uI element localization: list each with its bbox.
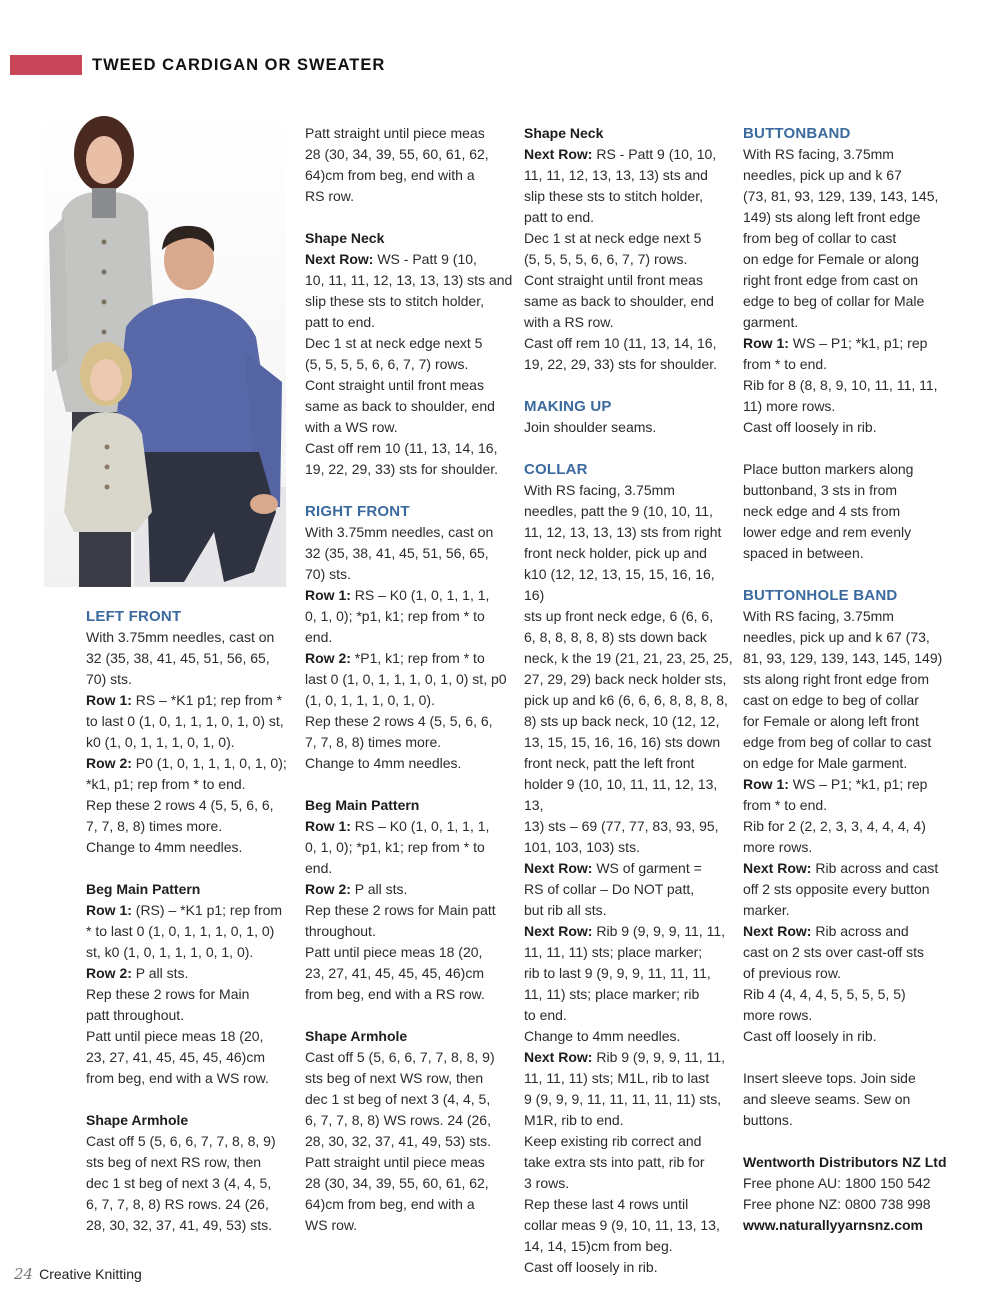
text-line: 11, 11, 11) sts; M1L, rib to last: [524, 1070, 710, 1086]
row-instruction: [86, 753, 296, 774]
text-line: throughout.: [305, 923, 376, 939]
text-line: 19, 22, 29, 33) sts for shoulder.: [305, 461, 499, 477]
text-line: 19, 22, 29, 33) sts for shoulder.: [524, 356, 718, 372]
text-line: Rib for 8 (8, 8, 9, 10, 11, 11, 11,: [743, 377, 938, 393]
text-line: dec 1 st beg of next 3 (4, 4, 5,: [305, 1091, 491, 1107]
text-line: (5, 5, 5, 5, 6, 6, 7, 7) rows.: [524, 251, 688, 267]
row-instruction: [305, 249, 515, 270]
text-line: sts beg of next WS row, then: [305, 1070, 484, 1086]
text-line: collar meas 9 (9, 10, 11, 13, 13,: [524, 1217, 720, 1233]
text-line: 32 (35, 38, 41, 45, 51, 56, 65,: [305, 545, 489, 561]
text-line: end.: [305, 860, 333, 876]
text-line: garment.: [743, 314, 799, 330]
row-instruction: [524, 144, 734, 165]
text-line: for Female or along left front: [743, 713, 919, 729]
text-line: Patt until piece meas 18 (20,: [86, 1028, 264, 1044]
family-photo-illustration: [44, 112, 286, 587]
text-line: from beg, end with a WS row.: [86, 1070, 269, 1086]
text-line: needles, pick up and k 67: [743, 167, 902, 183]
subheading-shape-neck: Shape Neck: [305, 230, 385, 246]
row-label: Row 1:: [305, 587, 351, 603]
row-instruction: [524, 1047, 734, 1068]
row-label: Row 1:: [86, 692, 132, 708]
text-line: needles, patt the 9 (10, 10, 11,: [524, 503, 713, 519]
row-label: Next Row:: [524, 923, 593, 939]
text-line: buttonband, 3 sts in from: [743, 482, 898, 498]
row-text: Rib across and cast: [811, 860, 939, 876]
row-label: Next Row:: [524, 1049, 593, 1065]
website-link[interactable]: www.naturallyyarnsnz.com: [743, 1217, 923, 1233]
text-line: RS row.: [305, 188, 355, 204]
text-line: right front edge from cast on: [743, 272, 919, 288]
text-line: sts along right front edge from: [743, 671, 929, 687]
text-line: needles, pick up and k 67 (73,: [743, 629, 930, 645]
row-instruction: [305, 879, 515, 900]
row-text: P all sts.: [350, 881, 408, 897]
text-line: from * to end.: [743, 356, 828, 372]
text-line: 13) sts – 69 (77, 77, 83, 93, 95,: [524, 818, 719, 834]
text-line: Join shoulder seams.: [524, 419, 657, 435]
text-line: Rib 4 (4, 4, 4, 5, 5, 5, 5, 5): [743, 986, 906, 1002]
section-title-making-up: MAKING UP: [524, 398, 612, 415]
text-line: With RS facing, 3.75mm: [524, 482, 675, 498]
text-line: on edge for Female or along: [743, 251, 919, 267]
text-line: Rep these 2 rows for Main: [86, 986, 250, 1002]
subheading-beg-main-pattern: Beg Main Pattern: [86, 881, 201, 897]
text-line: 81, 93, 129, 139, 143, 145, 149): [743, 650, 943, 666]
text-line: sts up front neck edge, 6 (6, 6,: [524, 608, 714, 624]
text-line: Keep existing rib correct and: [524, 1133, 702, 1149]
text-line: and sleeve seams. Sew on: [743, 1091, 911, 1107]
text-line: 27, 29, 29) back neck holder sts,: [524, 671, 727, 687]
text-line: slip these sts to stitch holder,: [305, 293, 484, 309]
row-label: Row 2:: [86, 965, 132, 981]
row-text: RS – K0 (1, 0, 1, 1, 1,: [350, 818, 490, 834]
row-instruction: [524, 921, 734, 942]
phone-au: Free phone AU: 1800 150 542: [743, 1175, 931, 1191]
family-photo: [44, 112, 286, 587]
text-line: M1R, rib to end.: [524, 1112, 624, 1128]
text-line: off 2 sts opposite every button: [743, 881, 930, 897]
subheading-beg-main-pattern: Beg Main Pattern: [305, 797, 420, 813]
text-line: Change to 4mm needles.: [86, 839, 243, 855]
text-line: st, k0 (1, 0, 1, 1, 1, 0, 1, 0).: [86, 944, 254, 960]
text-line: with a WS row.: [305, 419, 398, 435]
text-line: 6, 7, 7, 8, 8) RS rows. 24 (26,: [86, 1196, 269, 1212]
text-line: marker.: [743, 902, 790, 918]
text-line: neck, k the 19 (21, 21, 23, 25, 25,: [524, 650, 733, 666]
row-label: Next Row:: [305, 251, 374, 267]
text-line: With RS facing, 3.75mm: [743, 146, 894, 162]
row-label: Row 2:: [86, 755, 132, 771]
text-line: RS of collar – Do NOT patt,: [524, 881, 695, 897]
row-text: WS – P1; *k1, p1; rep: [788, 776, 928, 792]
text-line: to end.: [524, 1007, 567, 1023]
text-line: 11, 11, 12, 13, 13, 13) sts and: [524, 167, 708, 183]
text-line: last 0 (1, 0, 1, 1, 1, 0, 1, 0) st, p0: [305, 671, 507, 687]
text-line: spaced in between.: [743, 545, 864, 561]
row-instruction: [305, 816, 515, 837]
text-line: (1, 0, 1, 1, 1, 0, 1, 0).: [305, 692, 435, 708]
text-line: rib to last 9 (9, 9, 9, 11, 11, 11,: [524, 965, 711, 981]
section-title-left-front: LEFT FRONT: [86, 608, 182, 625]
text-line: 23, 27, 41, 45, 45, 45, 46)cm: [305, 965, 485, 981]
text-line: same as back to shoulder, end: [305, 398, 495, 414]
row-text: RS – *K1 p1; rep from *: [131, 692, 283, 708]
row-label: Row 1:: [86, 902, 132, 918]
text-line: 149) sts along left front edge: [743, 209, 921, 225]
phone-nz: Free phone NZ: 0800 738 998: [743, 1196, 931, 1212]
collar-column: [524, 123, 734, 1278]
text-line: patt to end.: [305, 314, 376, 330]
row-text: P0 (1, 0, 1, 1, 1, 0, 1, 0);: [131, 755, 287, 771]
text-line: 7, 7, 8, 8) times more.: [86, 818, 223, 834]
row-instruction: [86, 690, 296, 711]
text-line: 13, 15, 15, 16, 16, 16) sts down: [524, 734, 721, 750]
page-number: 24: [14, 1265, 34, 1283]
row-instruction: [743, 333, 963, 354]
text-line: (73, 81, 93, 129, 139, 143, 145,: [743, 188, 939, 204]
row-instruction: [743, 921, 963, 942]
text-line: Patt until piece meas 18 (20,: [305, 944, 483, 960]
text-line: 10, 11, 11, 12, 13, 13, 13) sts and: [305, 272, 513, 288]
text-line: Cast off loosely in rib.: [524, 1259, 658, 1275]
text-line: * to last 0 (1, 0, 1, 1, 1, 0, 1, 0): [86, 923, 275, 939]
row-label: Row 1:: [305, 818, 351, 834]
text-line: front neck holder, pick up and: [524, 545, 707, 561]
row-text: *P1, k1; rep from * to: [350, 650, 485, 666]
text-line: 28, 30, 32, 37, 41, 49, 53) sts.: [305, 1133, 492, 1149]
text-line: Cast off rem 10 (11, 13, 14, 16,: [524, 335, 717, 351]
row-text: Rib 9 (9, 9, 9, 11, 11,: [592, 923, 726, 939]
text-line: 7, 7, 8, 8) times more.: [305, 734, 442, 750]
text-line: 28 (30, 34, 39, 55, 60, 61, 62,: [305, 146, 489, 162]
text-line: 28 (30, 34, 39, 55, 60, 61, 62,: [305, 1175, 489, 1191]
row-instruction: [305, 648, 515, 669]
header-accent-bar: [10, 55, 82, 75]
text-line: edge to beg of collar for Male: [743, 293, 925, 309]
section-title-right-front: RIGHT FRONT: [305, 503, 410, 520]
text-line: 11, 11, 11) sts; place marker;: [524, 944, 703, 960]
row-label: Next Row:: [743, 923, 812, 939]
text-line: Rep these last 4 rows until: [524, 1196, 689, 1212]
text-line: from beg, end with a RS row.: [305, 986, 485, 1002]
text-line: Dec 1 st at neck edge next 5: [524, 230, 702, 246]
text-line: 6, 7, 7, 8, 8) WS rows. 24 (26,: [305, 1112, 491, 1128]
text-line: neck edge and 4 sts from: [743, 503, 901, 519]
text-line: patt throughout.: [86, 1007, 185, 1023]
text-line: 9 (9, 9, 9, 11, 11, 11, 11, 11) sts,: [524, 1091, 722, 1107]
row-text: P all sts.: [131, 965, 189, 981]
text-line: dec 1 st beg of next 3 (4, 4, 5,: [86, 1175, 272, 1191]
text-line: 101, 103, 103) sts.: [524, 839, 640, 855]
text-line: Rep these 2 rows 4 (5, 5, 6, 6,: [86, 797, 274, 813]
text-line: With 3.75mm needles, cast on: [86, 629, 275, 645]
text-line: Cast off rem 10 (11, 13, 14, 16,: [305, 440, 498, 456]
distributor-name: Wentworth Distributors NZ Ltd: [743, 1154, 947, 1170]
text-line: Change to 4mm needles.: [524, 1028, 681, 1044]
text-line: 0, 1, 0); *p1, k1; rep from * to: [305, 839, 485, 855]
row-instruction: [524, 858, 734, 879]
text-line: take extra sts into patt, rib for: [524, 1154, 705, 1170]
text-line: Cont straight until front meas: [305, 377, 484, 393]
text-line: from beg of collar to cast: [743, 230, 897, 246]
text-line: pick up and k6 (6, 6, 6, 8, 8, 8, 8,: [524, 692, 728, 708]
row-instruction: [743, 858, 963, 879]
row-label: Row 2:: [305, 650, 351, 666]
text-line: of previous row.: [743, 965, 842, 981]
text-line: edge from beg of collar to cast: [743, 734, 932, 750]
text-line: k10 (12, 12, 13, 15, 15, 16, 16, 16): [524, 566, 715, 603]
row-text: Rib 9 (9, 9, 9, 11, 11,: [592, 1049, 726, 1065]
section-title-buttonhole-band: BUTTONHOLE BAND: [743, 587, 898, 604]
row-label: Next Row:: [524, 146, 593, 162]
text-line: 6, 8, 8, 8, 8, 8) sts down back: [524, 629, 707, 645]
text-line: from * to end.: [743, 797, 828, 813]
text-line: Cast off loosely in rib.: [743, 419, 877, 435]
text-line: Patt straight until piece meas: [305, 1154, 485, 1170]
left-front-column: [86, 606, 296, 1236]
text-line: Rep these 2 rows 4 (5, 5, 6, 6,: [305, 713, 493, 729]
text-line: Patt straight until piece meas: [305, 125, 485, 141]
text-line: end.: [305, 629, 333, 645]
text-line: 11) more rows.: [743, 398, 836, 414]
publication-name: Creative Knitting: [39, 1266, 142, 1282]
text-line: Dec 1 st at neck edge next 5: [305, 335, 483, 351]
row-label: Row 1:: [743, 776, 789, 792]
text-line: but rib all sts.: [524, 902, 607, 918]
subheading-shape-neck: Shape Neck: [524, 125, 604, 141]
text-line: 64)cm from beg, end with a: [305, 1196, 475, 1212]
page-footer: [14, 1265, 142, 1283]
row-label: Row 2:: [305, 881, 351, 897]
row-text: Rib across and: [811, 923, 909, 939]
text-line: 32 (35, 38, 41, 45, 51, 56, 65,: [86, 650, 270, 666]
subheading-shape-armhole: Shape Armhole: [86, 1112, 189, 1128]
row-instruction: [86, 900, 296, 921]
text-line: lower edge and rem evenly: [743, 524, 912, 540]
row-text: RS - Patt 9 (10, 10,: [592, 146, 717, 162]
text-line: 3 rows.: [524, 1175, 570, 1191]
text-line: 14, 14, 15)cm from beg.: [524, 1238, 673, 1254]
row-instruction: [305, 585, 515, 606]
row-label: Next Row:: [743, 860, 812, 876]
section-title-buttonband: BUTTONBAND: [743, 125, 851, 142]
text-line: Cast off loosely in rib.: [743, 1028, 877, 1044]
row-text: RS – K0 (1, 0, 1, 1, 1,: [350, 587, 490, 603]
row-instruction: [86, 963, 296, 984]
text-line: 11, 12, 13, 13, 13) sts from right: [524, 524, 722, 540]
text-line: Rib for 2 (2, 2, 3, 3, 4, 4, 4, 4): [743, 818, 926, 834]
text-line: more rows.: [743, 839, 813, 855]
text-line: cast on edge to beg of collar: [743, 692, 919, 708]
text-line: Change to 4mm needles.: [305, 755, 462, 771]
text-line: Cast off 5 (5, 6, 6, 7, 7, 8, 8, 9): [305, 1049, 495, 1065]
buttonband-column: [743, 123, 963, 1236]
text-line: 23, 27, 41, 45, 45, 45, 46)cm: [86, 1049, 266, 1065]
text-line: front neck, patt the left front: [524, 755, 695, 771]
row-label: Next Row:: [524, 860, 593, 876]
text-line: with a RS row.: [524, 314, 614, 330]
row-text: WS of garment =: [592, 860, 702, 876]
row-label: Row 1:: [743, 335, 789, 351]
text-line: holder 9 (10, 10, 11, 11, 12, 13, 13,: [524, 776, 718, 813]
row-text: WS - Patt 9 (10,: [373, 251, 477, 267]
text-line: 28, 30, 32, 37, 41, 49, 53) sts.: [86, 1217, 273, 1233]
text-line: 8) sts up back neck, 10 (12, 12,: [524, 713, 720, 729]
text-line: 70) sts.: [86, 671, 132, 687]
row-text: (RS) – *K1 p1; rep from: [131, 902, 283, 918]
text-line: cast on 2 sts over cast-off sts: [743, 944, 925, 960]
text-line: more rows.: [743, 1007, 813, 1023]
text-line: on edge for Male garment.: [743, 755, 908, 771]
text-line: slip these sts to stitch holder,: [524, 188, 703, 204]
text-line: to last 0 (1, 0, 1, 1, 1, 0, 1, 0) st,: [86, 713, 284, 729]
text-line: WS row.: [305, 1217, 358, 1233]
text-line: sts beg of next RS row, then: [86, 1154, 262, 1170]
text-line: Place button markers along: [743, 461, 914, 477]
text-line: buttons.: [743, 1112, 793, 1128]
text-line: With 3.75mm needles, cast on: [305, 524, 494, 540]
text-line: 0, 1, 0); *p1, k1; rep from * to: [305, 608, 485, 624]
section-title-collar: COLLAR: [524, 461, 588, 478]
text-line: patt to end.: [524, 209, 595, 225]
text-line: 64)cm from beg, end with a: [305, 167, 475, 183]
text-line: Insert sleeve tops. Join side: [743, 1070, 916, 1086]
text-line: *k1, p1; rep from * to end.: [86, 776, 246, 792]
right-front-column: [305, 123, 515, 1236]
text-line: k0 (1, 0, 1, 1, 1, 0, 1, 0).: [86, 734, 235, 750]
subheading-shape-armhole: Shape Armhole: [305, 1028, 408, 1044]
row-instruction: [743, 774, 963, 795]
text-line: 70) sts.: [305, 566, 351, 582]
text-line: same as back to shoulder, end: [524, 293, 714, 309]
row-text: WS – P1; *k1, p1; rep: [788, 335, 928, 351]
text-line: 11, 11) sts; place marker; rib: [524, 986, 700, 1002]
page-title: TWEED CARDIGAN OR SWEATER: [92, 56, 386, 74]
text-line: (5, 5, 5, 5, 6, 6, 7, 7) rows.: [305, 356, 469, 372]
text-line: Rep these 2 rows for Main patt: [305, 902, 496, 918]
text-line: Cont straight until front meas: [524, 272, 703, 288]
text-line: Cast off 5 (5, 6, 6, 7, 7, 8, 8, 9): [86, 1133, 276, 1149]
text-line: With RS facing, 3.75mm: [743, 608, 894, 624]
